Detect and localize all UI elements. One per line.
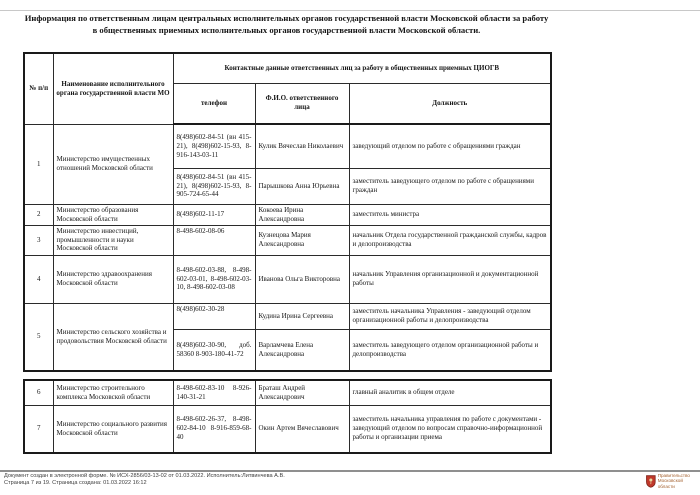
header-contacts-group: Контактные данные ответственных лиц за работу в общественных приемных ЦИОГВ [173,53,551,83]
logo-caption-line-1: Правительство [657,473,690,478]
table-row [24,380,551,405]
row-num: 1 [24,124,53,204]
phone-cell: 8-498-602-03-88, 8-498-602-03-01, 8-498-602-03-10, 8-498-602-03-08 [173,255,255,303]
footer [4,473,285,487]
phone-cell: 8(498)602-30-90, доб. 58360 8-903-180-41-72 [173,329,255,371]
phone-cell: 8(498)602-30-28 [173,303,255,329]
header-phone: телефон [173,83,255,124]
phone-cell: 8-498-602-08-06 [173,225,255,255]
phone-cell: 8(498)602-84-51 (вн 415-21), 8(498)602-15-93, 8-905-724-65-44 [173,168,255,204]
row-num: 5 [24,303,53,371]
table-row [24,405,551,453]
header-num: № п/п [24,53,53,124]
fio-cell: Кокоева Ирина Александровна [255,204,349,225]
fio-cell: Варламчева Елена Александровна [255,329,349,371]
table-row [24,124,551,168]
footer-line-1: Документ создан в электронной форме. № ИСХ-2856/03-13-02 от 01.03.2022. Исполнитель:Литвинчева А.В. [4,473,285,479]
position-cell: заместитель заведующего отделом по работе с обращениями граждан [349,168,551,204]
org-cell: Министерство инвестиций, промышленности и науки Московской области [53,225,173,255]
org-cell: Министерство образования Московской области [53,204,173,225]
fio-cell: Кулик Вячеслав Николаевич [255,124,349,168]
row-num: 2 [24,204,53,225]
position-cell: заместитель начальника Управления - заведующий отделом организационной работы и делопроизводства [349,303,551,329]
logo-caption [658,473,700,489]
fio-cell: Парышкова Анна Юрьевна [255,168,349,204]
scan-artifact-line [0,10,700,11]
row-num: 7 [24,405,53,453]
header-org: Наименование исполнительного органа государственной власти МО [53,53,173,124]
org-cell: Министерство здравоохранения Московской области [53,255,173,303]
moscow-region-coat-of-arms-icon [646,475,656,488]
table-row [24,204,551,225]
fio-cell: Окин Артем Вячеславович [255,405,349,453]
header-position: Должность [349,83,551,124]
phone-cell: 8-498-602-83-10 8-926-140-31-21 [173,380,255,405]
phone-cell: 8-498-602-26-37, 8-498-602-84-10 8-916-859-68-40 [173,405,255,453]
org-cell: Министерство строительного комплекса Московской области [53,380,173,405]
fio-cell: Кузнецова Мария Александровна [255,225,349,255]
table-row [24,225,551,255]
position-cell: начальник Управления организационной и документационной работы [349,255,551,303]
government-logo [646,473,700,489]
contacts-table-part1 [23,52,552,372]
contacts-table-part2 [23,379,552,454]
document-title: Информация по ответственным лицам центральных исполнительных органов государственной власти Московской области за работу в общественных приемных исполнительных органов государственной власти Московской области. [24,13,549,35]
phone-cell: 8(498)602-84-51 (вн 415-21), 8(498)602-15-93, 8-916-143-03-11 [173,124,255,168]
row-num: 4 [24,255,53,303]
footer-line-2: Страница 7 из 19. Страница создана: 01.03.2022 16:12 [4,480,147,486]
position-cell: главный аналитик в общем отделе [349,380,551,405]
fio-cell: Браташ Андрей Александрович [255,380,349,405]
row-num: 3 [24,225,53,255]
phone-cell: 8(498)602-11-17 [173,204,255,225]
logo-caption-line-2: Московской области [657,478,683,489]
position-cell: заместитель министра [349,204,551,225]
org-cell: Министерство социального развития Московской области [53,405,173,453]
fio-cell: Кудина Ирина Сергеевна [255,303,349,329]
position-cell: заместитель начальника управления по работе с документами - заведующий отделом по вопросам справочно-информационной работы и организации приема [349,405,551,453]
table-row [24,255,551,303]
org-cell: Министерство имущественных отношений Московской области [53,124,173,204]
footer-divider [0,470,700,472]
table-header-row-1 [24,53,551,83]
row-num: 6 [24,380,53,405]
header-fio: Ф.И.О. ответственного лица [255,83,349,124]
org-cell: Министерство сельского хозяйства и продовольствия Московской области [53,303,173,371]
position-cell: начальник Отдела государственной гражданской службы, кадров и делопроизводства [349,225,551,255]
fio-cell: Иванова Ольга Викторовна [255,255,349,303]
position-cell: заведующий отделом по работе с обращениями граждан [349,124,551,168]
position-cell: заместитель заведующего отделом организационной работы и делопроизводства [349,329,551,371]
table-row [24,303,551,329]
